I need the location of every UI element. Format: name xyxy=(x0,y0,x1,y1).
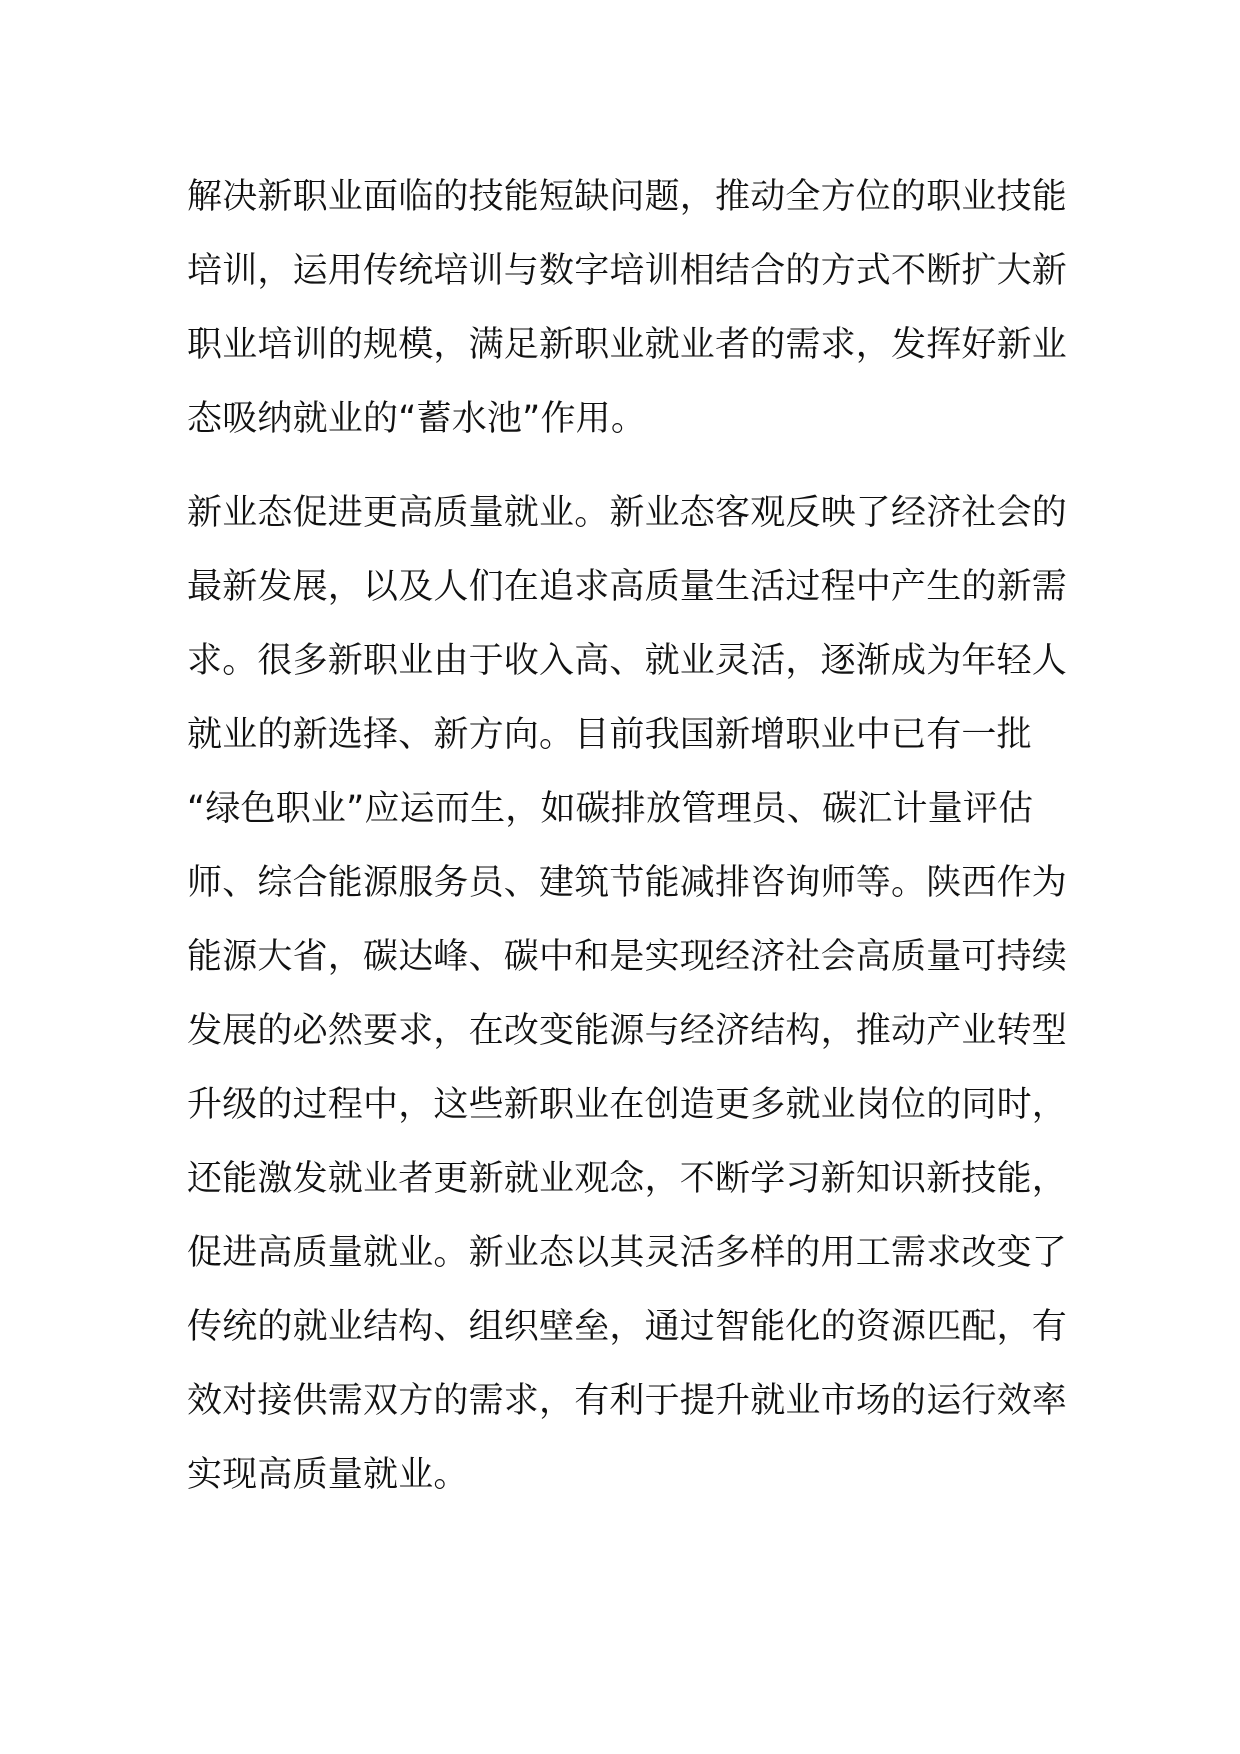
text-line: “绿色职业”应运而生，如碳排放管理员、碳汇计量评估 xyxy=(187,789,1034,829)
text-line: 传统的就业结构、组织壁垒，通过智能化的资源匹配，有 xyxy=(187,1307,1068,1347)
paragraph-2 xyxy=(187,476,1067,1512)
text-line: 态吸纳就业的“蓄水池”作用。 xyxy=(187,399,647,439)
text-line: 实现高质量就业。 xyxy=(187,1455,469,1495)
text-line: 发展的必然要求，在改变能源与经济结构，推动产业转型 xyxy=(187,1011,1068,1051)
text-line: 师、综合能源服务员、建筑节能减排咨询师等。陕西作为 xyxy=(187,863,1068,903)
text-line: 效对接供需双方的需求，有利于提升就业市场的运行效率 xyxy=(187,1381,1068,1421)
text-line: 培训，运用传统培训与数字培训相结合的方式不断扩大新 xyxy=(187,251,1068,291)
text-line: 就业的新选择、新方向。目前我国新增职业中已有一批 xyxy=(187,715,1032,755)
text-line: 还能激发就业者更新就业观念，不断学习新知识新技能， xyxy=(187,1159,1068,1199)
text-line: 求。很多新职业由于收入高、就业灵活，逐渐成为年轻人 xyxy=(187,641,1068,681)
text-line: 升级的过程中，这些新职业在创造更多就业岗位的同时， xyxy=(187,1085,1068,1125)
paragraph-1 xyxy=(187,160,1067,456)
text-line: 促进高质量就业。新业态以其灵活多样的用工需求改变了 xyxy=(187,1233,1068,1273)
text-line: 职业培训的规模，满足新职业就业者的需求，发挥好新业 xyxy=(187,325,1068,365)
text-line: 新业态促进更高质量就业。新业态客观反映了经济社会的 xyxy=(187,493,1068,533)
text-line: 解决新职业面临的技能短缺问题，推动全方位的职业技能 xyxy=(187,177,1068,217)
text-line: 最新发展，以及人们在追求高质量生活过程中产生的新需 xyxy=(187,567,1068,607)
text-line: 能源大省，碳达峰、碳中和是实现经济社会高质量可持续 xyxy=(187,937,1068,977)
